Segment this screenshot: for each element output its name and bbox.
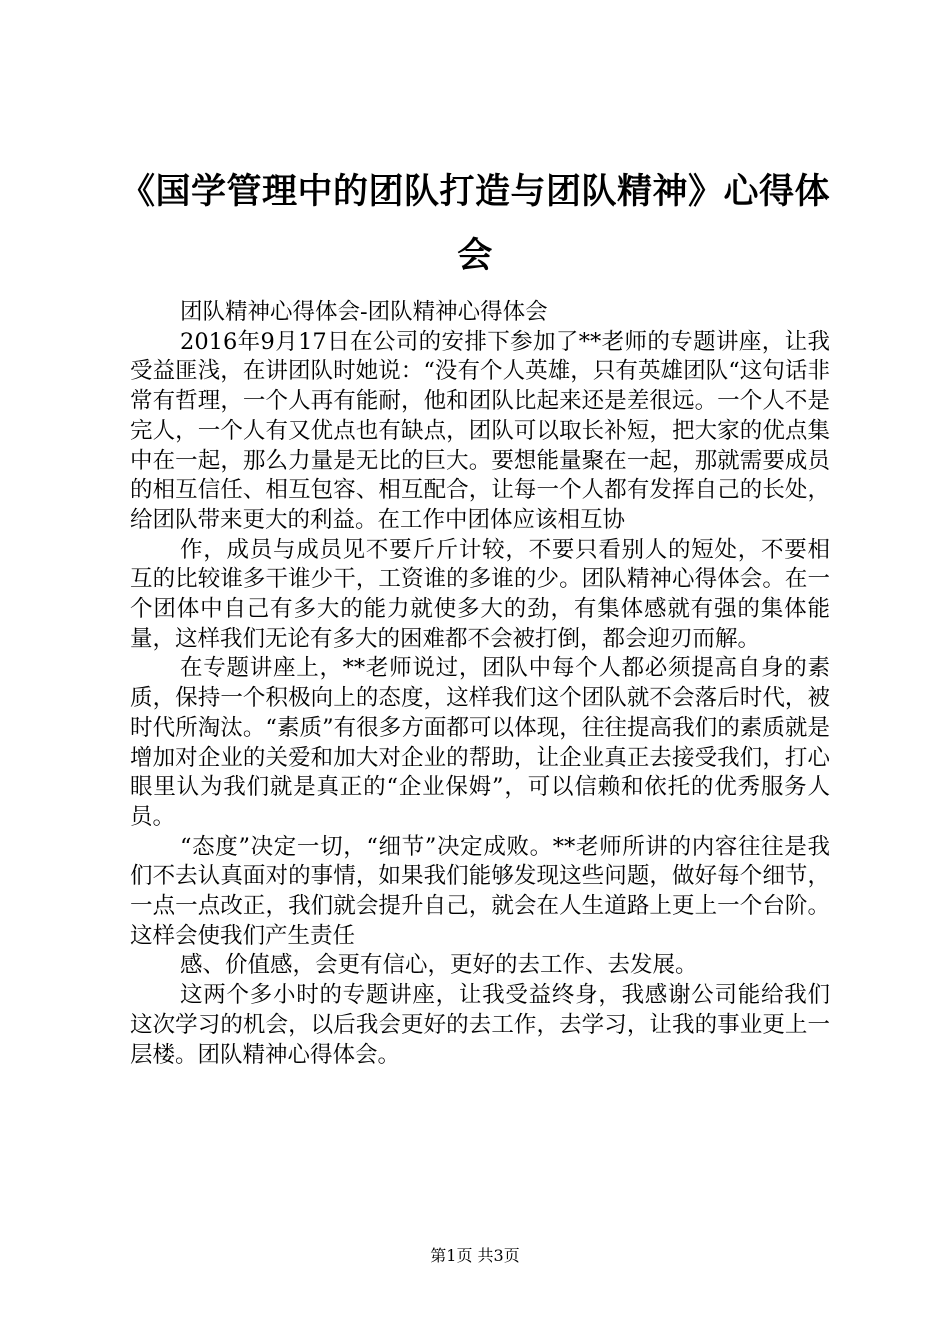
- document-body: [130, 298, 830, 1070]
- paragraph-4: “态度”决定一切，“细节”决定成败。**老师所讲的内容往往是我们不去认真面对的事情，如果我们能够发现这些问题，做好每个细节，一点一点改正，我们就会提升自己，就会在人生道路上更上一个台阶。这样会使我们产生责任: [130, 833, 830, 949]
- paragraph-1: 2016年9月17日在公司的安排下参加了**老师的专题讲座，让我受益匪浅，在讲团队时她说：“没有个人英雄，只有英雄团队“这句话非常有哲理，一个人再有能耐，他和团队比起来还是差很远。一个人不是完人，一个人有又优点也有缺点，团队可以取长补短，把大家的优点集中在一起，那么力量是无比的巨大。要想能量聚在一起，那就需要成员的相互信任、相互包容、相互配合，让每一个人都有发挥自己的长处，给团队带来更大的利益。在工作中团体应该相互协: [130, 328, 830, 533]
- paragraph-5: 感、价值感，会更有信心，更好的去工作、去发展。: [180, 952, 698, 979]
- paragraph-3: 在专题讲座上，**老师说过，团队中每个人都必须提高自身的素质，保持一个积极向上的态度，这样我们这个团队就不会落后时代，被时代所淘汰。“素质”有很多方面都可以体现，往往提高我们的素质就是增加对企业的关爱和加大对企业的帮助，让企业真正去接受我们，打心眼里认为我们就是真正的“企业保姆”，可以信赖和依托的优秀服务人员。: [130, 655, 830, 830]
- paragraph-subtitle: 团队精神心得体会-团队精神心得体会: [180, 299, 548, 325]
- document-title: 《国学管理中的团队打造与团队精神》心得体会: [120, 172, 831, 276]
- page-number-footer: 第1页 共3页: [430, 1246, 520, 1265]
- paragraph-6: 这两个多小时的专题讲座，让我受益终身，我感谢公司能给我们这次学习的机会，以后我会更好的去工作，去学习，让我的事业更上一层楼。团队精神心得体会。: [130, 982, 830, 1068]
- paragraph-2: 作，成员与成员见不要斤斤计较，不要只看别人的短处，不要相互的比较谁多干谁少干，工资谁的多谁的少。团队精神心得体会。在一个团体中自己有多大的能力就使多大的劲，有集体感就有强的集体能量，这样我们无论有多大的困难都不会被打倒，都会迎刃而解。: [130, 536, 830, 652]
